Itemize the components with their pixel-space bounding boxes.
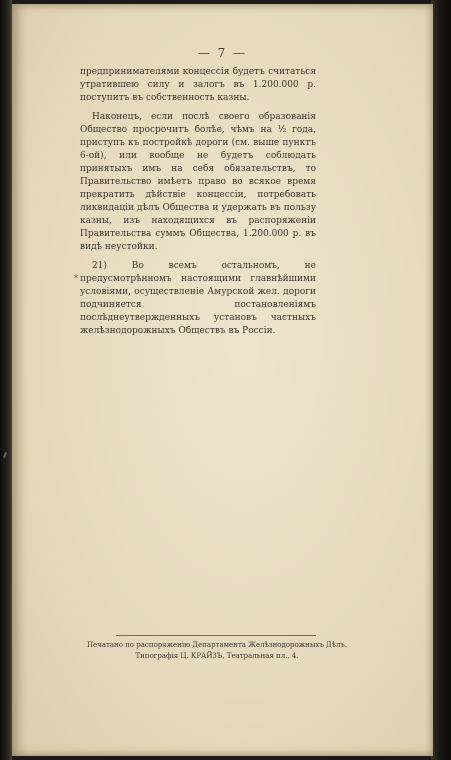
- imprint-line-1: Печатано по распоряженію Департамента Желѣзнодорожныхъ Дѣлъ.: [86, 641, 348, 649]
- imprint-line-2: Типографія Ц. КРАЙЗЪ, Театральная пл., 4.: [135, 652, 299, 660]
- imprint-footer: [72, 640, 362, 662]
- body-text: [80, 66, 316, 344]
- book-binding-shadow: [0, 0, 12, 760]
- margin-asterisk: *: [74, 274, 78, 283]
- footer-divider: [116, 635, 316, 636]
- book-edge: [431, 0, 451, 760]
- paragraph-clause-21: 21) Во всемъ остальномъ, не предусмотрѣнномъ настоящими главнѣйшими условіями, осуществленіе Амурской жел. дороги подчиняется постановленіямъ послѣднеутвержденныхъ установъ частныхъ желѣзнодорожныхъ Обществъ въ Россіи.: [80, 261, 316, 336]
- paragraph-continuation: предпринимателями концессія будетъ считаться утратившею силу и залогъ въ 1.200.000 р. поступитъ въ собственность казны.: [80, 67, 316, 103]
- paragraph-termination: Наконецъ, если послѣ своего образованія Общество просрочитъ болѣе, чѣмъ на ½ года, приступъ къ постройкѣ дороги (см. выше пунктъ 6-ой), или вообще не будетъ соблюдать принятыхъ имъ на себя обязательствъ, то Правительство имѣетъ право во всякое время прекратить дѣйствіе концессіи, потребовать ликвидаціи дѣлъ Общества и удержать въ пользу казны, изъ находящихся въ распоряженіи Правительства суммъ Общества, 1.200.000 р. въ видѣ неустойки.: [80, 112, 316, 252]
- page-number: — 7 —: [197, 46, 248, 60]
- document-page: [12, 4, 433, 756]
